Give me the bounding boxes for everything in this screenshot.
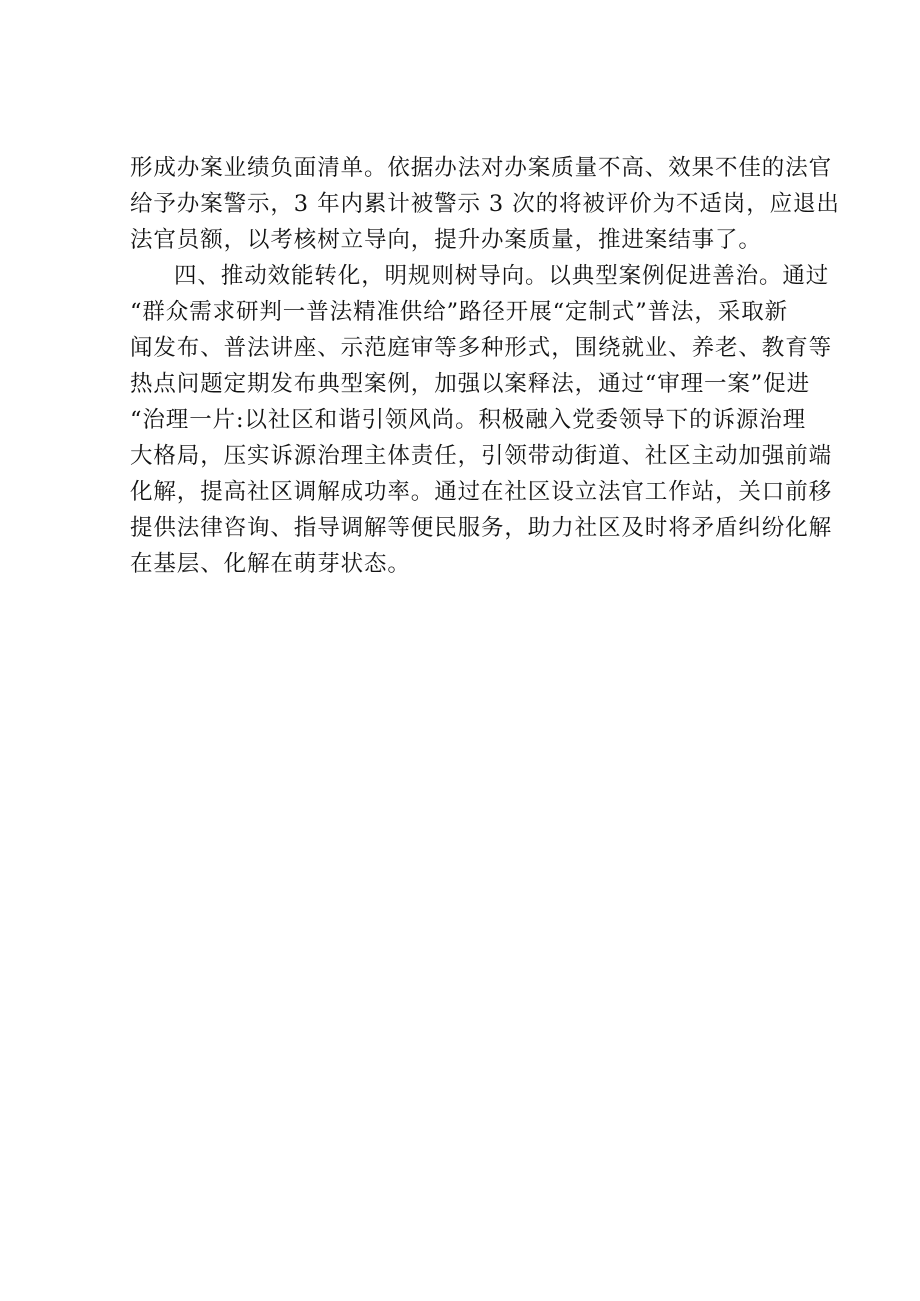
body-text [130,150,840,582]
paragraph-line: “群众需求研判一普法精准供给”路径开展“定制式”普法，采取新 [130,299,789,325]
paragraph-line: 闻发布、普法讲座、示范庭审等多种形式，围绕就业、养老、教育等 [130,335,833,361]
paragraph-line: 化解，提高社区调解成功率。通过在社区设立法官工作站，关口前移 [130,479,833,505]
paragraph-line: 在基层、化解在萌芽状态。 [130,551,411,577]
paragraph-line: 大格局，压实诉源治理主体责任，引领带动街道、社区主动加强前端 [130,443,833,469]
paragraph-line: 法官员额，以考核树立导向，提升办案质量，推进案结事了。 [130,227,762,253]
paragraph-2 [130,258,833,582]
paragraph-line: 形成办案业绩负面清单。依据办法对办案质量不高、效果不佳的法官 [130,155,833,181]
paragraph-line: 提供法律咨询、指导调解等便民服务，助力社区及时将矛盾纠纷化解 [130,515,833,541]
paragraph-line: “治理一片:以社区和谐引领风尚。积极融入党委领导下的诉源治理 [130,407,807,433]
paragraph-line: 四、推动效能转化，明规则树导向。以典型案例促进善治。通过 [174,263,830,289]
paragraph-1 [130,150,840,258]
paragraph-line: 热点问题定期发布典型案例，加强以案释法，通过“审理一案”促进 [130,371,811,397]
paragraph-line: 给予办案警示，3 年内累计被警示 3 次的将被评价为不适岗，应退出 [130,191,840,217]
